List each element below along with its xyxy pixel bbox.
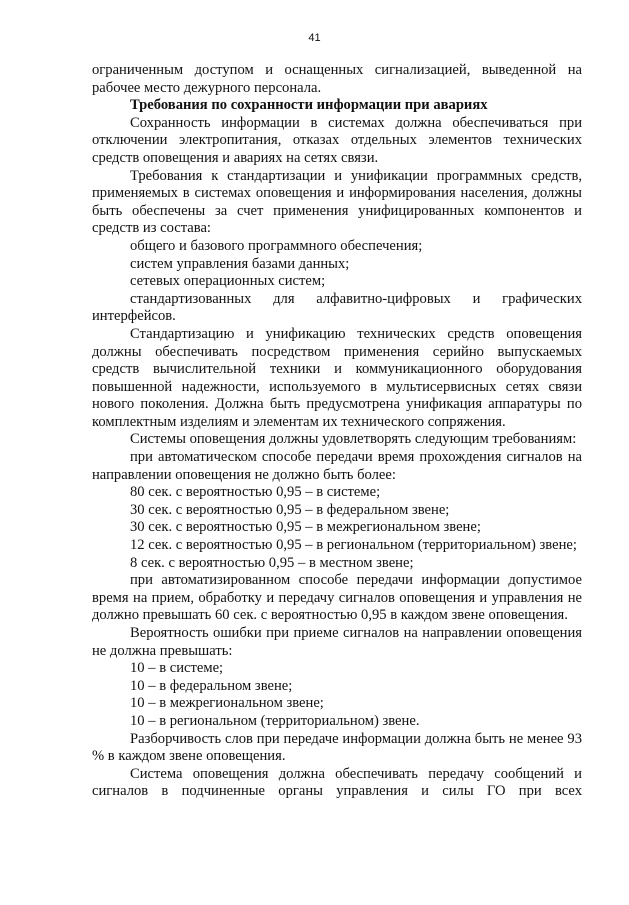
paragraph-unification: Стандартизацию и унификацию технических средств оповещения должны обеспечивать посредством применения серийно выпускаемых средств вычислительной техники и коммуникационного оборудования повышенной надежности, используемого в мультисервисных сетях связи нового поколения. Должна быть предусмотрена унификация аппаратуры по комплектным изделиям и элементам их технического сопряжения. [92, 325, 582, 430]
list-item-general-software: общего и базового программного обеспечения; [130, 237, 423, 254]
paragraph-automated: при автоматизированном способе передачи информации допустимое время на прием, обработку и передачу сигналов оповещения и управления не должно превышать 60 сек. с вероятностью 0,95 в каждом звене оповещения. [92, 572, 582, 624]
paragraph-standardization: Требования к стандартизации и унификации программных средств, применяемых в системах оповещения и информирования населения, должны быть обеспечены за счет применения унифицированных компонентов и средств из состава: [92, 167, 582, 237]
list-item-error-system: 10 – в системе; [130, 660, 224, 677]
paragraph-intelligibility: Разборчивость слов при передаче информации должна быть не менее 93 % в каждом звене оповещения. [92, 730, 582, 765]
page-number: 41 [308, 32, 321, 44]
paragraph-safety: Сохранность информации в системах должна обеспечиваться при отключении электропитания, отказах отдельных элементов технических средств оповещения и авариях на сетях связи. [92, 114, 582, 166]
paragraph-systems: Системы оповещения должны удовлетворять следующим требованиям: [130, 431, 577, 448]
list-item-error-regional: 10 – в региональном (территориальном) звене. [130, 712, 420, 729]
list-item-30-sec-federal: 30 сек. с вероятностью 0,95 – в федеральном звене; [130, 501, 450, 518]
list-item-8-sec: 8 сек. с вероятностью 0,95 – в местном звене; [130, 554, 414, 571]
list-item-interfaces: стандартизованных для алфавитно-цифровых и графических интерфейсов. [92, 290, 582, 325]
paragraph-intro: ограниченным доступом и оснащенных сигнализацией, выведенной на рабочее место дежурного персонала. [92, 62, 582, 96]
list-item-network-os: сетевых операционных систем; [130, 273, 326, 290]
list-item-error-federal: 10 – в федеральном звене; [130, 677, 293, 694]
document-body [92, 62, 582, 801]
list-item-error-interregional: 10 – в межрегиональном звене; [130, 695, 324, 712]
list-item-80-sec: 80 сек. с вероятностью 0,95 – в системе; [130, 484, 381, 501]
list-item-30-sec-interregional: 30 сек. с вероятностью 0,95 – в межрегиональном звене; [130, 519, 481, 536]
section-heading: Требования по сохранности информации при авариях [130, 97, 488, 114]
paragraph-final: Система оповещения должна обеспечивать передачу сообщений и сигналов в подчиненные органы управления и силы ГО при всех [92, 765, 582, 800]
list-item-12-sec: 12 сек. с вероятностью 0,95 – в региональном (территориальном) звене; [130, 537, 577, 554]
list-item-dbms: систем управления базами данных; [130, 255, 350, 272]
paragraph-error-probability: Вероятность ошибки при приеме сигналов на направлении оповещения не должна превышать: [92, 625, 582, 659]
paragraph-automatic: при автоматическом способе передачи время прохождения сигналов на направлении оповещения не должно быть более: [92, 449, 582, 483]
